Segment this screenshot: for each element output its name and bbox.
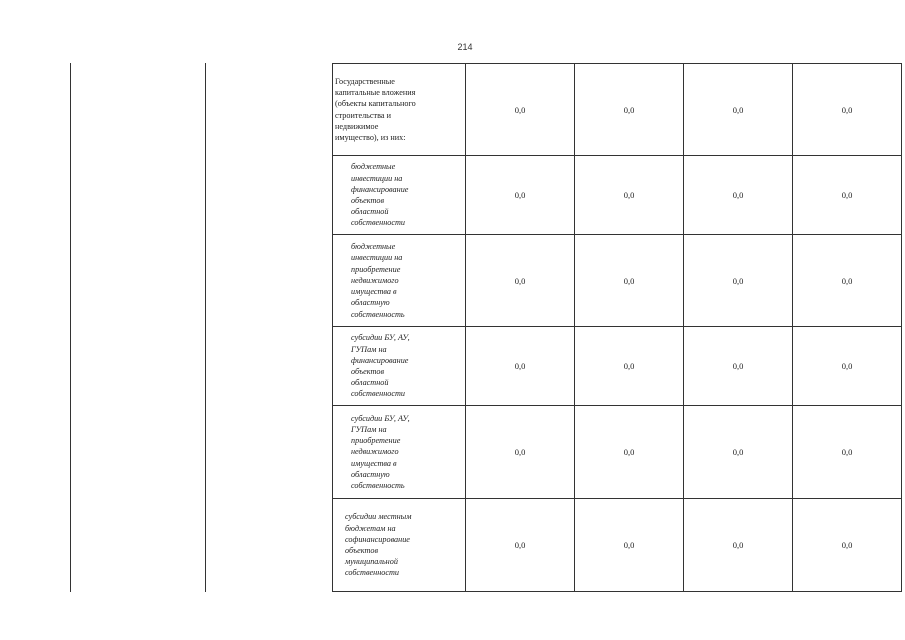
row-label-cell — [333, 235, 466, 327]
table-row — [333, 499, 902, 592]
value-cell: 0,0 — [684, 235, 793, 327]
row-label: бюджетные инвестиции на приобретение недвижимого имущества в областную собственность — [351, 242, 405, 319]
value-cell: 0,0 — [466, 499, 575, 592]
value-cell: 0,0 — [684, 327, 793, 406]
value-cell: 0,0 — [684, 499, 793, 592]
value-cell: 0,0 — [575, 156, 684, 235]
value-cell: 0,0 — [793, 499, 902, 592]
row-label: Государственные капитальные вложения (объекты капитального строительства и недвижимое имущество), из них: — [335, 76, 416, 142]
page-number: 214 — [457, 42, 473, 52]
value-cell: 0,0 — [793, 327, 902, 406]
row-label-cell — [333, 406, 466, 499]
row-label: субсидии БУ, АУ, ГУПам на приобретение недвижимого имущества в областную собственность — [351, 413, 410, 490]
value-cell: 0,0 — [575, 327, 684, 406]
row-label: субсидии БУ, АУ, ГУПам на финансирование объектов областной собственности — [351, 333, 410, 399]
value-cell: 0,0 — [575, 64, 684, 156]
value-cell: 0,0 — [793, 406, 902, 499]
value-cell: 0,0 — [793, 235, 902, 327]
table-row — [333, 156, 902, 235]
table-row — [333, 327, 902, 406]
row-label-cell — [333, 156, 466, 235]
left-column-border — [70, 63, 71, 592]
value-cell: 0,0 — [466, 64, 575, 156]
row-label-cell — [333, 327, 466, 406]
value-cell: 0,0 — [575, 406, 684, 499]
row-label-cell — [333, 499, 466, 592]
value-cell: 0,0 — [684, 156, 793, 235]
table-row — [333, 64, 902, 156]
value-cell: 0,0 — [575, 499, 684, 592]
value-cell: 0,0 — [466, 406, 575, 499]
table-row — [333, 235, 902, 327]
value-cell: 0,0 — [575, 235, 684, 327]
value-cell: 0,0 — [684, 406, 793, 499]
budget-table — [332, 63, 902, 592]
row-label: субсидии местным бюджетам на софинансирование объектов муниципальной собственности — [345, 512, 412, 578]
middle-column-border — [205, 63, 206, 592]
table-row — [333, 406, 902, 499]
row-label-cell — [333, 64, 466, 156]
value-cell: 0,0 — [793, 156, 902, 235]
value-cell: 0,0 — [466, 327, 575, 406]
value-cell: 0,0 — [466, 235, 575, 327]
row-label: бюджетные инвестиции на финансирование объектов областной собственности — [351, 162, 409, 228]
value-cell: 0,0 — [466, 156, 575, 235]
value-cell: 0,0 — [793, 64, 902, 156]
value-cell: 0,0 — [684, 64, 793, 156]
